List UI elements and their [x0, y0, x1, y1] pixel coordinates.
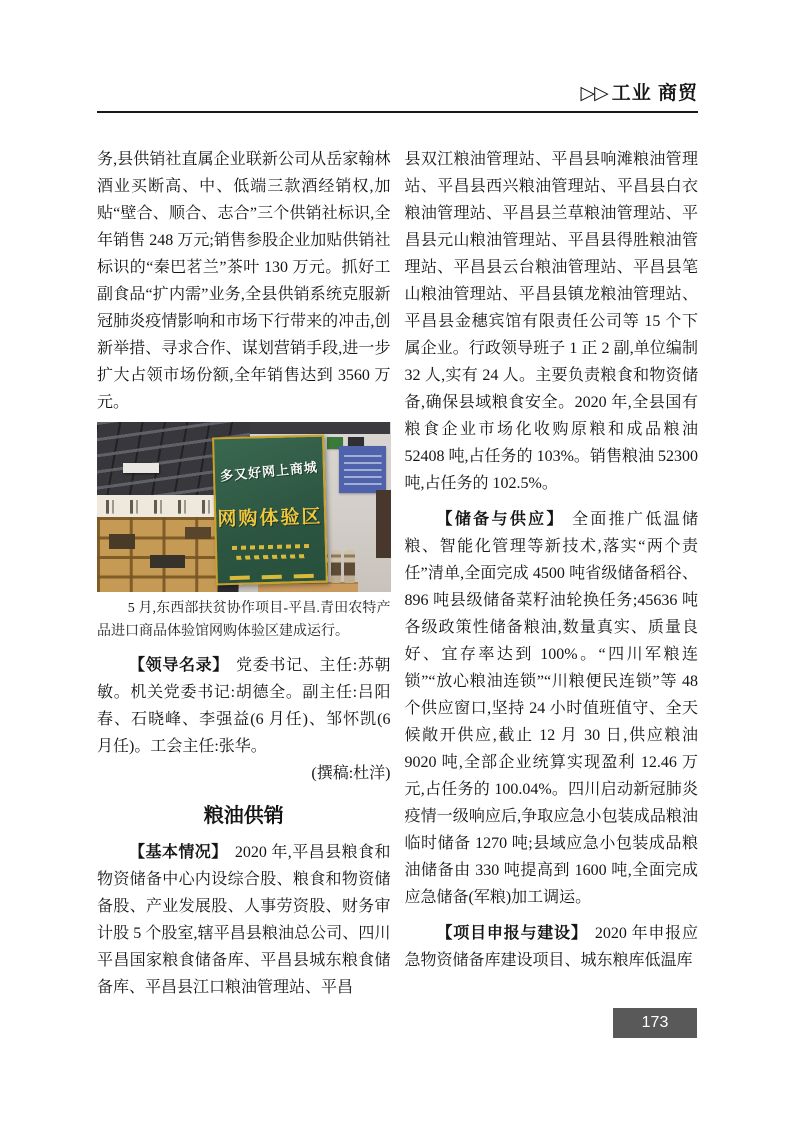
photo-figure: [97, 422, 391, 643]
entry-label-leaders: 【领导名录】: [129, 657, 229, 674]
photo-caption: 5 月,东西部扶贫协作项目-平昌.青田农特产品进口商品体验馆网购体验区建成运行。: [97, 601, 391, 639]
section-marker-icon: ▷▷: [580, 83, 608, 104]
photo-ceiling-light: [123, 463, 158, 473]
sign-small-text-row: [232, 544, 309, 550]
entry-basic-situation: [97, 839, 391, 1001]
sign-slogan-row: [230, 573, 314, 579]
entry-leaders: [97, 652, 391, 760]
page-header: [97, 0, 698, 113]
page-number-badge: 173: [613, 1008, 697, 1038]
entry-text-leaders: 党委书记、主任:苏朝敏。机关党委书记:胡德全。副主任:吕阳春、石晓峰、李强益(6 月任)、邹怀凯(6 月任)。工会主任:张华。: [97, 657, 391, 755]
right-column: [405, 146, 699, 1001]
entry-text-storage: 全面推广低温储粮、智能化管理等新技术,落实“两个责任”清单,全面完成 4500 吨省级储备稻谷、896 吨县级储备菜籽油轮换任务;45636 吨各级政策性储备粮油,数量真实、质量良好、宜存率达到 100%。“四川军粮连锁”“放心粮油连锁”“川粮便民连锁”等 48 个供应窗口,坚持 24 小时值班值守、全天候敞开供应,截止 12 月 30 日,供应粮油 9020 吨,全部企业统算实现盈利 12.46 万元,占任务的 100.04%。四川启动新冠肺炎疫情一级响应后,争取应急小包装成品粮油临时储备 1270 吨;县域应急小包装成品粮油储备由 330 吨提高到 1600 吨,全面完成应急储备(军粮)加工调运。: [404, 511, 698, 906]
entry-project-application: [405, 920, 699, 974]
sign-title-text: 多又好网上商城: [219, 458, 319, 484]
left-column: [97, 146, 391, 1001]
entry-label-basic: 【基本情况】: [129, 844, 228, 861]
photo-wood-panel: [376, 490, 391, 558]
photo-green-signboard: [212, 434, 327, 585]
entry-label-storage: 【储备与供应】: [436, 511, 565, 528]
entry-text-basic: 2020 年,平昌县粮食和物资储备中心内设综合股、粮食和物资储备股、产业发展股、人事劳资股、财务审计股 5 个股室,辖平昌县粮油总公司、四川平昌国家粮食储备库、平昌县城东粮食储备库、平昌县江口粮油管理站、平昌: [97, 844, 391, 996]
bottle-icon: [344, 550, 355, 582]
two-column-text-area: [97, 146, 698, 1001]
photo-store-interior: [97, 422, 391, 592]
bottle-icon: [331, 550, 342, 582]
section-title: 工业 商贸: [611, 83, 698, 104]
photo-wall-poster: [339, 446, 386, 494]
section-heading-grain-oil: 粮油供销: [203, 805, 284, 827]
entry-storage-supply: [405, 506, 699, 911]
photo-shelf-box: [150, 555, 185, 569]
sign-subtitle-text: 网购体验区: [217, 506, 324, 530]
sign-small-text-row: [237, 554, 306, 560]
paragraph-continuation: 县双江粮油管理站、平昌县响滩粮油管理站、平昌县西兴粮油管理站、平昌县白衣粮油管理站、平昌县兰草粮油管理站、平昌县元山粮油管理站、平昌县得胜粮油管理站、平昌县云台粮油管理站、平昌县笔山粮油管理站、平昌县镇龙粮油管理站、平昌县金穗宾馆有限责任公司等 15 个下属企业。行政领导班子 1 正 2 副,单位编制 32 人,实有 24 人。主要负责粮食和物资储备,确保县域粮食安全。2020 年,全县国有粮食企业市场化收购原粮和成品粮油 52408 吨,占任务的 103%。销售粮油 52300 吨,占任务的 102.5%。: [404, 151, 698, 492]
entry-text-project: 2020 年申报应急物资储备库建设项目、城东粮库低温库: [404, 925, 698, 969]
byline: (撰稿:杜洋): [311, 765, 391, 782]
photo-shelf-box: [185, 527, 211, 539]
photo-calligraphy-banner: [97, 495, 226, 517]
paragraph-continuation: 务,县供销社直属企业联新公司从岳家翰林酒业买断高、中、低端三款酒经销权,加贴“壁合、顺合、志合”三个供销社标识,全年销售 248 万元;销售参股企业加贴供销社标识的“秦巴茗兰”茶叶 130 万元。抓好工副食品“扩内需”业务,全县供销系统克服新冠肺炎疫情影响和市场下行带来的冲击,创新举措、寻求合作、谋划营销手段,进一步扩大占领市场份额,全年销售达到 3560 万元。: [97, 151, 391, 411]
photo-shelf-box: [109, 534, 135, 549]
entry-label-project: 【项目申报与建设】: [436, 925, 588, 942]
